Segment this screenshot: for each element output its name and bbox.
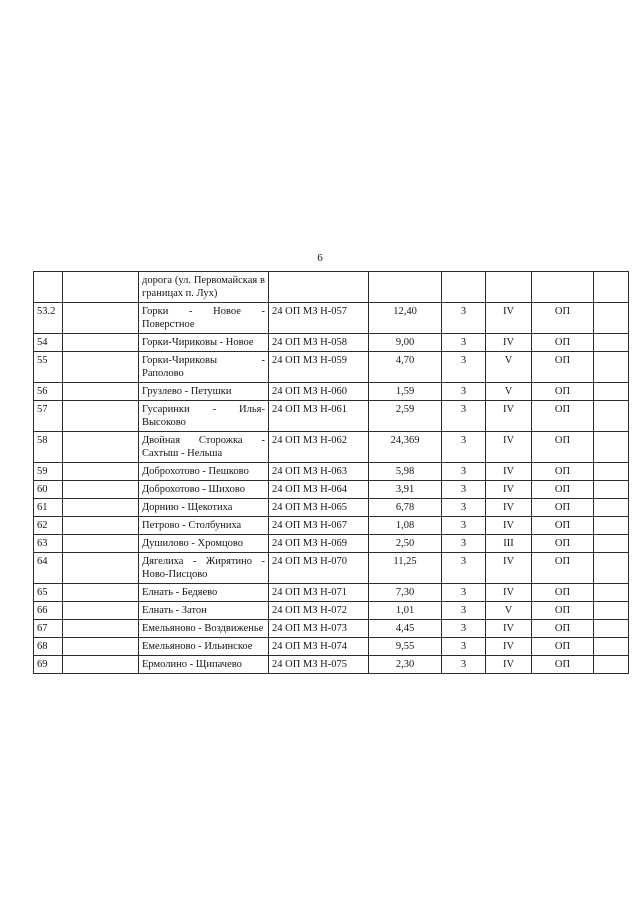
road-length-cell: 1,08	[369, 517, 442, 535]
road-name-cell: Горки-Чириковы - Раполово	[139, 352, 269, 383]
road-name-cell: дорога (ул. Первомайская в границах п. Лух)	[139, 272, 269, 303]
road-length-cell: 1,01	[369, 602, 442, 620]
row-number-cell: 55	[34, 352, 63, 383]
road-value-cell: 3	[442, 463, 486, 481]
road-length-cell	[369, 272, 442, 303]
row-number-cell	[34, 272, 63, 303]
road-use-type-cell: ОП	[532, 584, 594, 602]
trailing-blank-cell	[594, 352, 629, 383]
page-number: 6	[317, 252, 323, 264]
road-length-cell: 1,59	[369, 383, 442, 401]
road-value-cell: 3	[442, 303, 486, 334]
roads-table-body	[34, 272, 629, 674]
trailing-blank-cell	[594, 481, 629, 499]
road-use-type-cell: ОП	[532, 334, 594, 352]
road-value-cell: 3	[442, 432, 486, 463]
road-name-cell: Дорнию - Щекотиха	[139, 499, 269, 517]
row-number-cell: 54	[34, 334, 63, 352]
blank-cell	[63, 352, 139, 383]
road-id-cell: 24 ОП МЗ Н-071	[269, 584, 369, 602]
road-id-cell: 24 ОП МЗ Н-073	[269, 620, 369, 638]
road-length-cell: 2,50	[369, 535, 442, 553]
roads-registry-table	[33, 271, 629, 674]
table-row	[34, 401, 629, 432]
road-value-cell: 3	[442, 535, 486, 553]
road-id-cell: 24 ОП МЗ Н-072	[269, 602, 369, 620]
row-number-cell: 60	[34, 481, 63, 499]
table-row	[34, 481, 629, 499]
road-value-cell: 3	[442, 602, 486, 620]
row-number-cell: 57	[34, 401, 63, 432]
row-number-cell: 66	[34, 602, 63, 620]
road-category-cell	[486, 272, 532, 303]
trailing-blank-cell	[594, 602, 629, 620]
road-id-cell: 24 ОП МЗ Н-063	[269, 463, 369, 481]
road-category-cell: V	[486, 383, 532, 401]
blank-cell	[63, 401, 139, 432]
row-number-cell: 59	[34, 463, 63, 481]
road-use-type-cell: ОП	[532, 517, 594, 535]
row-number-cell: 64	[34, 553, 63, 584]
road-use-type-cell: ОП	[532, 481, 594, 499]
road-value-cell	[442, 272, 486, 303]
blank-cell	[63, 432, 139, 463]
blank-cell	[63, 334, 139, 352]
road-length-cell: 12,40	[369, 303, 442, 334]
road-length-cell: 11,25	[369, 553, 442, 584]
trailing-blank-cell	[594, 620, 629, 638]
trailing-blank-cell	[594, 499, 629, 517]
trailing-blank-cell	[594, 638, 629, 656]
road-value-cell: 3	[442, 481, 486, 499]
road-name-cell: Грузлево - Петушки	[139, 383, 269, 401]
table-row	[34, 432, 629, 463]
road-value-cell: 3	[442, 553, 486, 584]
row-number-cell: 63	[34, 535, 63, 553]
trailing-blank-cell	[594, 584, 629, 602]
road-name-cell: Елнать - Бедяево	[139, 584, 269, 602]
road-use-type-cell: ОП	[532, 383, 594, 401]
row-number-cell: 62	[34, 517, 63, 535]
road-length-cell: 3,91	[369, 481, 442, 499]
table-row	[34, 638, 629, 656]
road-id-cell: 24 ОП МЗ Н-065	[269, 499, 369, 517]
trailing-blank-cell	[594, 303, 629, 334]
road-value-cell: 3	[442, 499, 486, 517]
road-use-type-cell: ОП	[532, 352, 594, 383]
road-id-cell: 24 ОП МЗ Н-060	[269, 383, 369, 401]
table-row	[34, 602, 629, 620]
road-use-type-cell: ОП	[532, 602, 594, 620]
row-number-cell: 58	[34, 432, 63, 463]
road-id-cell: 24 ОП МЗ Н-061	[269, 401, 369, 432]
blank-cell	[63, 517, 139, 535]
road-id-cell: 24 ОП МЗ Н-057	[269, 303, 369, 334]
road-use-type-cell: ОП	[532, 463, 594, 481]
road-category-cell: IV	[486, 401, 532, 432]
road-id-cell: 24 ОП МЗ Н-069	[269, 535, 369, 553]
trailing-blank-cell	[594, 334, 629, 352]
road-value-cell: 3	[442, 656, 486, 674]
road-category-cell: IV	[486, 499, 532, 517]
road-name-cell: Горки - Новое - Поверстное	[139, 303, 269, 334]
trailing-blank-cell	[594, 517, 629, 535]
road-value-cell: 3	[442, 383, 486, 401]
row-number-cell: 65	[34, 584, 63, 602]
road-name-cell: Дягелиха - Жирятино - Ново-Писцово	[139, 553, 269, 584]
blank-cell	[63, 656, 139, 674]
table-row	[34, 463, 629, 481]
road-use-type-cell	[532, 272, 594, 303]
road-category-cell: IV	[486, 517, 532, 535]
road-name-cell: Доброхотово - Пешково	[139, 463, 269, 481]
road-name-cell: Гусаринки - Илья-Высоково	[139, 401, 269, 432]
trailing-blank-cell	[594, 535, 629, 553]
road-name-cell: Доброхотово - Шихово	[139, 481, 269, 499]
road-length-cell: 2,30	[369, 656, 442, 674]
table-row	[34, 383, 629, 401]
blank-cell	[63, 584, 139, 602]
road-id-cell: 24 ОП МЗ Н-062	[269, 432, 369, 463]
road-length-cell: 2,59	[369, 401, 442, 432]
blank-cell	[63, 535, 139, 553]
blank-cell	[63, 481, 139, 499]
blank-cell	[63, 383, 139, 401]
table-row	[34, 334, 629, 352]
road-length-cell: 4,70	[369, 352, 442, 383]
road-value-cell: 3	[442, 584, 486, 602]
road-name-cell: Емельяново - Воздвиженье	[139, 620, 269, 638]
road-category-cell: IV	[486, 303, 532, 334]
table-row	[34, 303, 629, 334]
trailing-blank-cell	[594, 463, 629, 481]
blank-cell	[63, 638, 139, 656]
road-id-cell: 24 ОП МЗ Н-067	[269, 517, 369, 535]
road-category-cell: V	[486, 352, 532, 383]
road-category-cell: III	[486, 535, 532, 553]
road-id-cell: 24 ОП МЗ Н-058	[269, 334, 369, 352]
road-length-cell: 7,30	[369, 584, 442, 602]
road-id-cell: 24 ОП МЗ Н-074	[269, 638, 369, 656]
table-row	[34, 499, 629, 517]
road-id-cell: 24 ОП МЗ Н-064	[269, 481, 369, 499]
road-use-type-cell: ОП	[532, 432, 594, 463]
road-name-cell: Горки-Чириковы - Новое	[139, 334, 269, 352]
row-number-cell: 68	[34, 638, 63, 656]
road-value-cell: 3	[442, 620, 486, 638]
road-name-cell: Емельяново - Ильинское	[139, 638, 269, 656]
row-number-cell: 56	[34, 383, 63, 401]
table-row	[34, 535, 629, 553]
road-length-cell: 4,45	[369, 620, 442, 638]
road-name-cell: Ермолино - Щипачево	[139, 656, 269, 674]
road-length-cell: 24,369	[369, 432, 442, 463]
road-use-type-cell: ОП	[532, 401, 594, 432]
road-category-cell: IV	[486, 463, 532, 481]
trailing-blank-cell	[594, 383, 629, 401]
road-category-cell: IV	[486, 432, 532, 463]
road-name-cell: Душилово - Хромцово	[139, 535, 269, 553]
table-row	[34, 352, 629, 383]
road-category-cell: IV	[486, 620, 532, 638]
road-category-cell: V	[486, 602, 532, 620]
table-row	[34, 584, 629, 602]
road-length-cell: 6,78	[369, 499, 442, 517]
road-value-cell: 3	[442, 401, 486, 432]
trailing-blank-cell	[594, 401, 629, 432]
table-row	[34, 620, 629, 638]
table-row	[34, 656, 629, 674]
road-value-cell: 3	[442, 638, 486, 656]
row-number-cell: 67	[34, 620, 63, 638]
road-id-cell	[269, 272, 369, 303]
table-row	[34, 553, 629, 584]
road-name-cell: Елнать - Затон	[139, 602, 269, 620]
blank-cell	[63, 602, 139, 620]
trailing-blank-cell	[594, 656, 629, 674]
road-value-cell: 3	[442, 352, 486, 383]
blank-cell	[63, 303, 139, 334]
road-use-type-cell: ОП	[532, 535, 594, 553]
road-use-type-cell: ОП	[532, 553, 594, 584]
row-number-cell: 69	[34, 656, 63, 674]
row-number-cell: 61	[34, 499, 63, 517]
road-length-cell: 9,00	[369, 334, 442, 352]
table-row	[34, 272, 629, 303]
road-name-cell: Двойная Сторожка - Сахтыш - Нельша	[139, 432, 269, 463]
road-use-type-cell: ОП	[532, 499, 594, 517]
trailing-blank-cell	[594, 553, 629, 584]
trailing-blank-cell	[594, 272, 629, 303]
road-category-cell: IV	[486, 481, 532, 499]
blank-cell	[63, 620, 139, 638]
row-number-cell: 53.2	[34, 303, 63, 334]
road-category-cell: IV	[486, 656, 532, 674]
blank-cell	[63, 553, 139, 584]
road-category-cell: IV	[486, 638, 532, 656]
road-value-cell: 3	[442, 517, 486, 535]
road-use-type-cell: ОП	[532, 656, 594, 674]
blank-cell	[63, 499, 139, 517]
road-id-cell: 24 ОП МЗ Н-059	[269, 352, 369, 383]
blank-cell	[63, 463, 139, 481]
trailing-blank-cell	[594, 432, 629, 463]
road-use-type-cell: ОП	[532, 620, 594, 638]
road-category-cell: IV	[486, 584, 532, 602]
road-length-cell: 9,55	[369, 638, 442, 656]
road-use-type-cell: ОП	[532, 638, 594, 656]
table-row	[34, 517, 629, 535]
road-length-cell: 5,98	[369, 463, 442, 481]
blank-cell	[63, 272, 139, 303]
road-value-cell: 3	[442, 334, 486, 352]
road-name-cell: Петрово - Столбуниха	[139, 517, 269, 535]
road-use-type-cell: ОП	[532, 303, 594, 334]
road-category-cell: IV	[486, 334, 532, 352]
road-id-cell: 24 ОП МЗ Н-075	[269, 656, 369, 674]
road-category-cell: IV	[486, 553, 532, 584]
road-id-cell: 24 ОП МЗ Н-070	[269, 553, 369, 584]
